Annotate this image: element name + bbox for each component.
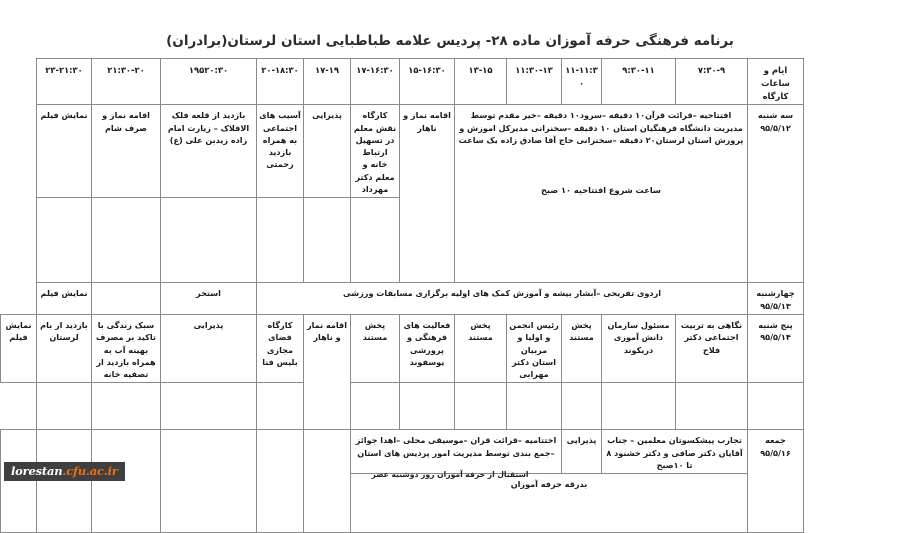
- table-row: [1, 314, 804, 382]
- cell-empty-fri-5: [1, 430, 37, 533]
- opening-ceremony-text: افتتاحیه –قرائت قرآن۱۰ دقیقه –سرود۱۰ دقیقه –خیر مقدم توسط مدیریت دانشگاه فرهنگیان استان ۱۰ دقیقه –سخنرانی مدیرکل اموزش و پرورش استان لرستان۲۰ دقیقه –سخنرانی حاج آقا صادق زاده یک ساعت: [458, 110, 744, 145]
- cell-spacer-q: [92, 383, 161, 430]
- header-time-1630-17: ۱۷-۱۶:۳۰: [351, 59, 400, 105]
- table-header-row: [1, 59, 804, 105]
- cell-spacer-p: [161, 383, 257, 430]
- cell-prayer-lunch-thu: اقامه نماز و ناهار: [304, 314, 351, 429]
- header-time-17-19: ۱۷-۱۹: [304, 59, 351, 105]
- cell-spacer-l: [455, 383, 507, 430]
- cell-social-education-fallah: نگاهی به تربیت اجتماعی دکتر فلاح: [676, 314, 748, 382]
- table-row: [1, 283, 804, 315]
- row-day-thursday: پنج شنبه ۹۵/۵/۱۴: [748, 314, 804, 382]
- header-time-13-15: ۱۳-۱۵: [455, 59, 507, 105]
- cell-reception-fri: پذیرایی: [562, 430, 602, 474]
- table-row-spacer: [1, 383, 804, 430]
- cell-spacer-c: [257, 198, 304, 283]
- table-row: [1, 105, 804, 198]
- footer-note: استقبال از حرفه آموزان روز دوشنبه عصر: [371, 470, 529, 479]
- opening-start-time: ساعت شروع افتتاحیه ۱۰ صبح: [541, 185, 661, 196]
- cell-empty-fri-4: [37, 430, 92, 533]
- cell-spacer-o: [257, 383, 304, 430]
- cell-spacer-r: [37, 383, 92, 430]
- cell-farewell: بدرقه حرفه آموزان: [351, 474, 748, 533]
- header-time-1130-13: ۱۱:۳۰-۱۳: [507, 59, 562, 105]
- cell-documentary-3: پخش مستند: [351, 314, 400, 382]
- header-time-2130-23: ۲۳-۲۱:۳۰: [37, 59, 92, 105]
- header-time-20-2130: ۲۱:۳۰-۲۰: [92, 59, 161, 105]
- page-title: برنامه فرهنگی حرفه آموزان ماده ۲۸- پردیس علامه طباطبایی استان لرستان(برادران): [166, 33, 734, 49]
- cell-spacer-k: [507, 383, 562, 430]
- cell-spacer-a: [351, 198, 400, 283]
- site-logo[interactable]: [4, 462, 125, 481]
- cell-workshop-cyberspace: کارگاه فضای مجازی بلیس فنا: [257, 314, 304, 382]
- cell-social-harms: آسیب های اجتماعی به همراه بازدید رحمتی: [257, 105, 304, 198]
- header-time-15-1630: ۱۵-۱۶:۳۰: [400, 59, 455, 105]
- cell-empty-fri-3: [92, 430, 161, 533]
- row-day-tuesday: سه شنبه ۹۵/۵/۱۲: [748, 105, 804, 283]
- cell-reception-thu-1: پذیرایی: [161, 314, 257, 382]
- cell-cultural-activities-yousefvand: فعالیت های فرهنگی و پرورشی یوسفوند: [400, 314, 455, 382]
- cell-prayer-dinner-tue: اقامه نماز و صرف شام: [92, 105, 161, 198]
- cell-spacer-n: [351, 383, 400, 430]
- cell-spacer-g: [748, 383, 804, 430]
- cell-spacer-e: [92, 198, 161, 283]
- cell-visit-falak-ol-aflak: بازدید از قلعه فلک الافلاک – زیارت امام زاده زیدبن علی (ع): [161, 105, 257, 198]
- cell-spacer-m: [400, 383, 455, 430]
- cell-reception-tue-1: پذیرایی: [304, 105, 351, 198]
- cell-opening-ceremony: [455, 105, 748, 283]
- cell-spacer-f: [37, 198, 92, 283]
- cell-pool: استخر: [161, 283, 257, 315]
- cell-excursion-bisheh: اردوی تفریحی –آبشار بیشه و آموزش کمک های اولیه برگزاری مسابقات ورزشی: [257, 283, 748, 315]
- header-time-19-2030: ۱۹۵۲۰:۳۰: [161, 59, 257, 105]
- cell-empty-fri-1: [257, 430, 304, 533]
- cell-dinner-wed: [92, 283, 161, 315]
- cell-film-tue: نمایش فیلم: [37, 105, 92, 198]
- header-day-column: ایام و ساعات کارگاه: [748, 59, 804, 105]
- row-day-friday: جمعه ۹۵/۵/۱۶: [748, 430, 804, 533]
- cell-spacer-h: [676, 383, 748, 430]
- cell-empty-fri-2: [161, 430, 257, 533]
- cell-spacer-i: [602, 383, 676, 430]
- cell-prayer-lunch-fri: [304, 430, 351, 533]
- cell-closing-ceremony: اختتامیه –قرائت قران –موسیقی محلی –اهدا جوائز –جمع بندی توسط مدیریت امور پردیس های استان: [351, 430, 562, 474]
- cell-student-org-darikvand: مسئول سازمان دانش آموزی دریکوند: [602, 314, 676, 382]
- cell-documentary-2: پخش مستند: [455, 314, 507, 382]
- logo-domain: .cfu.ac.ir: [62, 464, 118, 478]
- cell-veterans-experience: تجارب پیشکسوتان معلمین – جناب آقایان دکتر صافی و دکتر خشنود ۸ تا ۱۰صبح: [602, 430, 748, 474]
- cell-workshop-teacher-role: کارگاه نقش معلم در تسهیل ارتباط خانه و معلم دکتر مهرداد: [351, 105, 400, 198]
- row-day-wednesday: چهارشنبه ۹۵/۵/۱۳: [748, 283, 804, 315]
- cell-spacer-b: [304, 198, 351, 283]
- cell-film-wed: نمایش فیلم: [37, 283, 92, 315]
- cell-parents-association-mehrabi: رئیس انجمن و اولیا و مربیان استان دکتر مهرابی: [507, 314, 562, 382]
- cell-lifestyle-water: سبک زندگی با تاکید بر مصرف بهینه آب به همراه بازدید از تصفیه خانه: [92, 314, 161, 382]
- cell-visit-bam-lorestan: بازدید از بام لرستان: [37, 314, 92, 382]
- cell-spacer-d: [161, 198, 257, 283]
- cell-prayer-lunch-tue: اقامه نماز و ناهار: [400, 105, 455, 283]
- header-time-11-1130: ۱۱-۱۱:۳۰: [562, 59, 602, 105]
- header-time-0930-11: ۹:۳۰-۱۱: [602, 59, 676, 105]
- header-time-1830-20: ۲۰-۱۸:۳۰: [257, 59, 304, 105]
- cell-spacer-j: [562, 383, 602, 430]
- cell-film-thu: نمایش فیلم: [1, 314, 37, 382]
- cell-documentary-1: پخش مستند: [562, 314, 602, 382]
- header-time-0730-09: ۷:۳۰-۹: [676, 59, 748, 105]
- logo-name: lorestan: [11, 464, 63, 478]
